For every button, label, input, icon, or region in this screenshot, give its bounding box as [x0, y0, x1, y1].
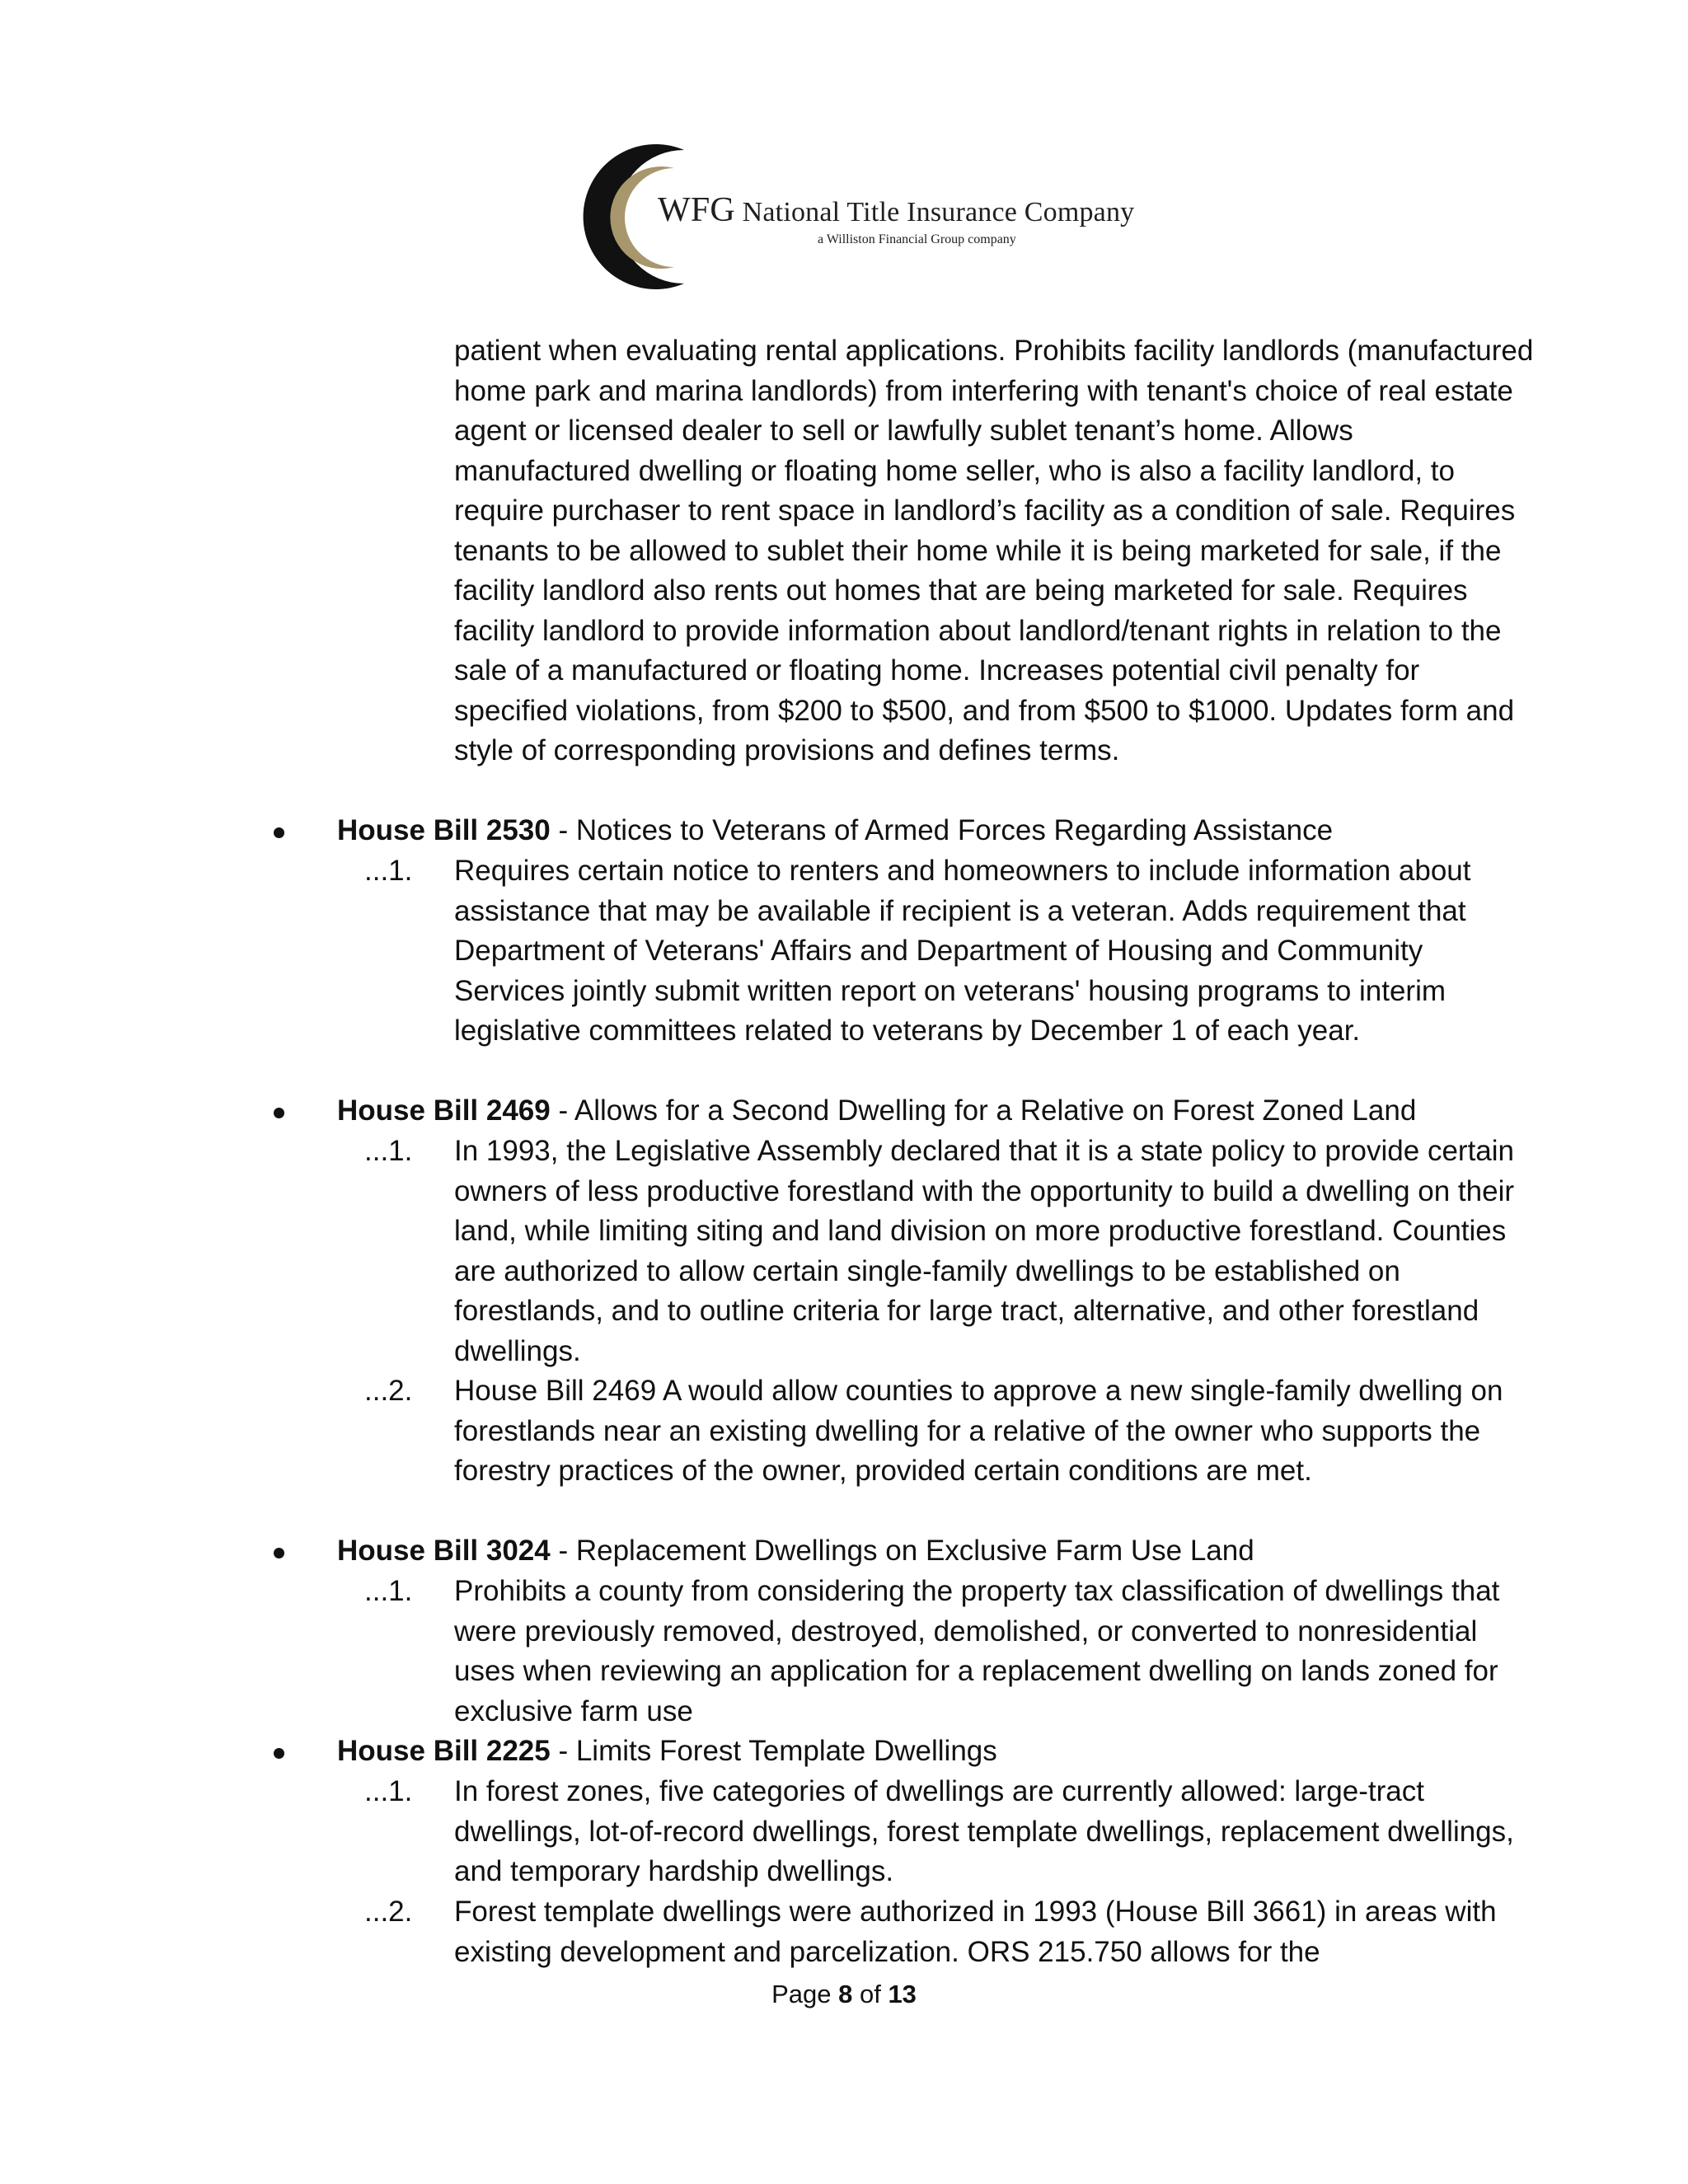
list-marker: ...1.	[364, 1775, 413, 1807]
list-item-text: House Bill 2469 A would allow counties to approve a new single-family dwelling on forestlands near an existing dwelling for a relative of the owner who supports the forestry practices of the owner, provided certain conditions are met.	[454, 1375, 1503, 1487]
bill-title: - Notices to Veterans of Armed Forces Regarding Assistance	[550, 814, 1334, 846]
bill-title: - Replacement Dwellings on Exclusive Farm Use Land	[550, 1535, 1254, 1567]
bullet-icon	[274, 827, 284, 838]
footer-middle: of	[852, 1980, 889, 2008]
list-item-text: In forest zones, five categories of dwellings are currently allowed: large-tract dwellings, lot-of-record dwellings, forest template dwellings, replacement dwellings, and temporary hardship dwellings.	[454, 1775, 1514, 1887]
bill-number: House Bill 2225	[337, 1735, 551, 1767]
bill-number: House Bill 3024	[337, 1535, 551, 1567]
list-marker: ...1.	[364, 1575, 413, 1607]
list-marker: ...2.	[364, 1896, 413, 1928]
company-logo	[577, 138, 1170, 295]
bill-number: House Bill 2530	[337, 814, 551, 846]
page-footer	[0, 1980, 1688, 2009]
list-item-text: Requires certain notice to renters and homeowners to include information about assistance that may be available if recipient is a veteran. Adds requirement that Department of Veterans' Affairs and Department of Housing and Community Services jointly submit written report on veterans' housing programs to interim legislative committees related to veterans by December 1 of each year.	[454, 855, 1471, 1047]
list-marker: ...1.	[364, 855, 413, 887]
current-page-number: 8	[838, 1980, 853, 2008]
list-item-text: In 1993, the Legislative Assembly declared that it is a state policy to provide certain owners of less productive forestland with the opportunity to build a dwelling on their land, while limiting siting and land division on more productive forestland. Counties are authorized to allow certain single-family dwellings to be established on forestlands, and to outline criteria for large tract, alternative, and other forestland dwellings.	[454, 1135, 1515, 1367]
bill-number: House Bill 2469	[337, 1094, 551, 1127]
bullet-icon	[274, 1108, 284, 1118]
list-item-text: Prohibits a county from considering the property tax classification of dwellings that were previously removed, destroyed, demolished, or converted to nonresidential uses when reviewing an application for a replacement dwelling on lands zoned for exclusive farm use	[454, 1575, 1500, 1727]
logo-wfg: WFG	[658, 191, 735, 229]
footer-prefix: Page	[771, 1980, 839, 2008]
list-marker: ...2.	[364, 1375, 413, 1407]
bullet-icon	[274, 1748, 284, 1759]
logo-company-name	[658, 190, 1134, 230]
total-pages-number: 13	[888, 1980, 917, 2008]
bill-title: - Allows for a Second Dwelling for a Relative on Forest Zoned Land	[550, 1094, 1417, 1127]
logo-name-rest: National Title Insurance Company	[742, 197, 1135, 227]
list-item-text: Forest template dwellings were authorized in 1993 (House Bill 3661) in areas with existing development and parcelization. ORS 215.750 allows for the	[454, 1896, 1497, 1968]
intro-paragraph: patient when evaluating rental applications. Prohibits facility landlords (manufactured home park and marina landlords) from interfering with tenant's choice of real estate agent or licensed dealer to sell or lawfully sublet tenant’s home. Allows manufactured dwelling or floating home seller, who is also a facility landlord, to require purchaser to rent space in landlord’s facility as a condition of sale. Requires tenants to be allowed to sublet their home while it is being marketed for sale, if the facility landlord also rents out homes that are being marketed for sale. Requires facility landlord to provide information about landlord/tenant rights in relation to the sale of a manufactured or floating home. Increases potential civil penalty for specified violations, from $200 to $500, and from $500 to $1000. Updates form and style of corresponding provisions and defines terms.	[454, 335, 1534, 766]
bill-title: - Limits Forest Template Dwellings	[550, 1735, 997, 1767]
logo-subtitle: a Williston Financial Group company	[818, 232, 1016, 246]
bullet-icon	[274, 1548, 284, 1558]
list-marker: ...1.	[364, 1135, 413, 1167]
